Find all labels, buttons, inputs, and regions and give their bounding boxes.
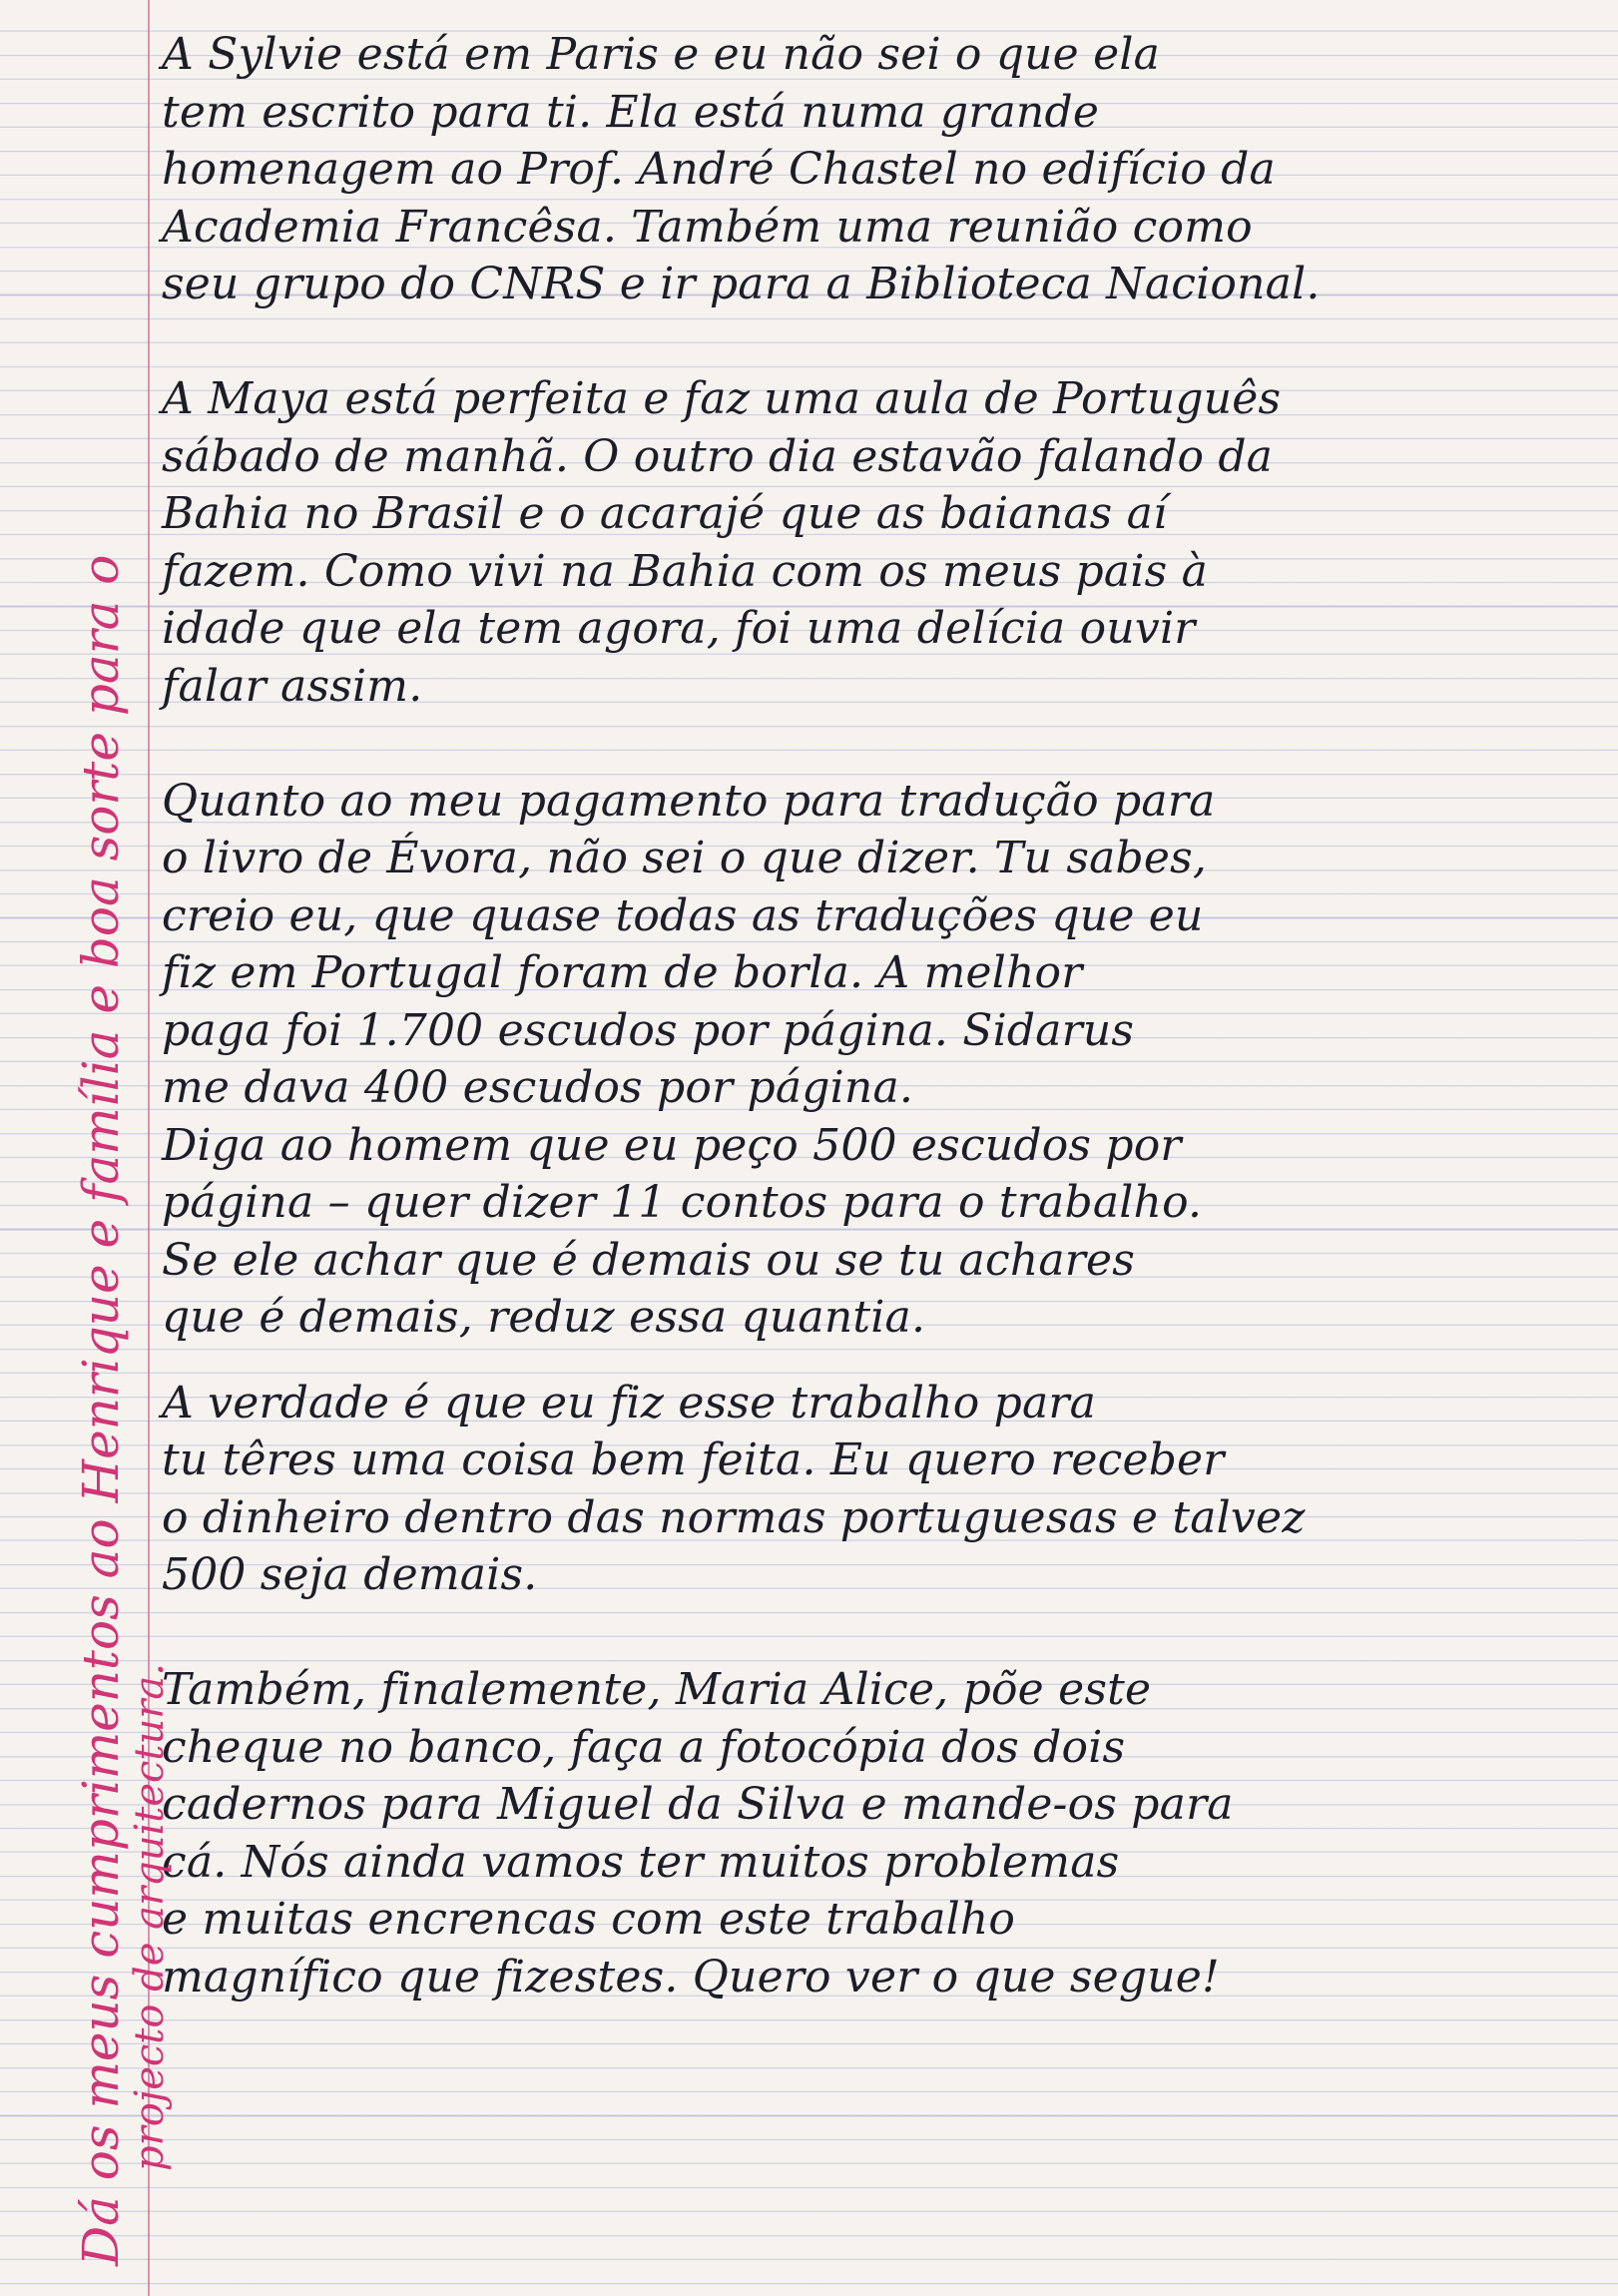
text-line: tem escrito para ti. Ela está numa grande [162,86,1100,138]
letter-body [162,26,1569,2006]
text-line: idade que ela tem agora, foi uma delícia ouvir [162,603,1196,654]
text-line: 500 seja demais. [162,1549,538,1600]
paragraph-gap [162,1604,1569,1662]
text-line: creio eu, que quase todas as traduções que eu [162,889,1204,941]
paragraph-2 [162,370,1569,715]
margin-note-line: projecto de arquitectura. [127,1663,173,2171]
text-line: tu têres uma coisa bem feita. Eu quero receber [162,1435,1225,1485]
text-line: Diga ao homem que eu peço 500 escudos por [162,1119,1182,1171]
text-line: cá. Nós ainda vamos ter muitos problemas [162,1836,1120,1888]
text-line: magnífico que fizestes. Quero ver o que segue! [162,1951,1220,2003]
text-line: fiz em Portugal foram de borla. A melhor [162,947,1083,998]
text-line: página – quer dizer 11 contos para o trabalho. [162,1177,1203,1228]
paragraph-5 [162,1661,1569,2006]
text-line: A verdade é que eu fiz esse trabalho para [162,1377,1097,1429]
paragraph-gap [162,313,1569,371]
text-line: cheque no banco, faça a fotocópia dos dois [162,1721,1126,1773]
text-line: fazem. Como vivi na Bahia com os meus pais à [162,545,1209,597]
text-line: cadernos para Miguel da Silva e mande-os para [162,1779,1234,1830]
text-line: Também, finalemente, Maria Alice, põe este [162,1664,1152,1715]
paragraph-gap [162,715,1569,773]
margin-note-line: Dá os meus cumprimentos ao Henrique e família e boa sorte para o [72,554,130,2266]
paragraph-4 [162,1375,1569,1604]
text-line: e muitas encrencas com este trabalho [162,1894,1016,1945]
text-line: me dava 400 escudos por página. [162,1062,914,1113]
text-line: Quanto ao meu pagamento para tradução para [162,775,1216,827]
paragraph-1 [162,26,1569,313]
text-line: A Maya está perfeita e faz uma aula de Português [162,373,1282,424]
text-line: o livro de Évora, não sei o que dizer. Tu sabes, [162,833,1208,883]
text-line: paga foi 1.700 escudos por página. Sidarus [162,1004,1135,1056]
text-line: que é demais, reduz essa quantia. [162,1292,926,1343]
paragraph-gap [162,1347,1569,1375]
text-line: Bahia no Brasil e o acarajé que as baianas aí [162,488,1168,539]
text-line: Academia Francêsa. Também uma reunião como [162,201,1253,253]
text-line: sábado de manhã. O outro dia estavão falando da [162,430,1274,482]
text-line: Se ele achar que é demais ou se tu achares [162,1234,1136,1286]
margin-note [72,554,173,2266]
text-line: A Sylvie está em Paris e eu não sei o que ela [162,29,1161,80]
text-line: o dinheiro dentro das normas portuguesas e talvez [162,1491,1306,1543]
text-line: homenagem ao Prof. André Chastel no edifício da [162,144,1276,195]
text-line: falar assim. [162,660,423,712]
paragraph-3 [162,773,1569,1347]
text-line: seu grupo do CNRS e ir para a Biblioteca Nacional. [162,259,1321,309]
